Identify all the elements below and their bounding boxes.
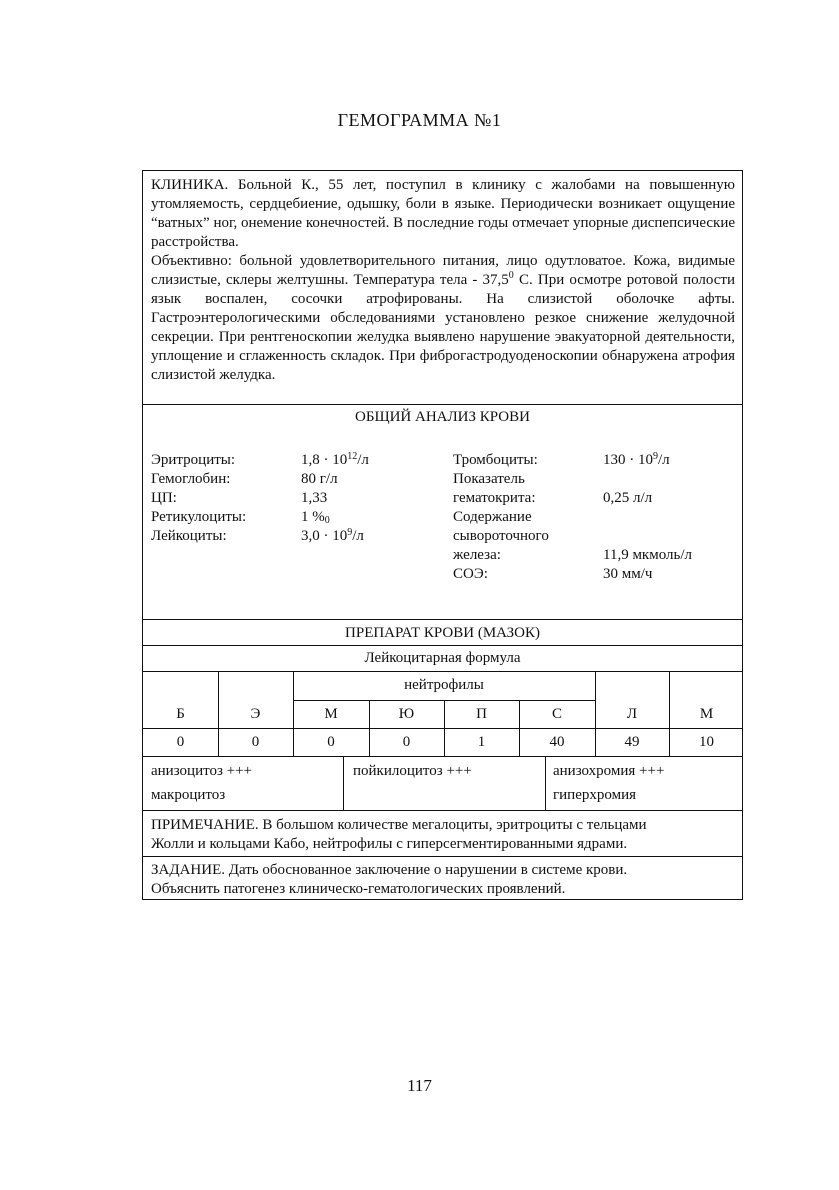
color-index-value: 1,33 <box>301 490 328 506</box>
erythrocytes-label: Эритроциты: <box>151 452 236 468</box>
col-header-band: П <box>476 706 487 722</box>
col-header-monocytes: М <box>699 706 714 722</box>
col-divider <box>343 756 344 810</box>
iron-value: 11,9 мкмоль/л <box>603 547 692 563</box>
leukocyte-formula-title: Лейкоцитарная формула <box>364 650 521 666</box>
task-section <box>151 861 735 899</box>
note-line-2: Жолли и кольцами Кабо, нейтрофилы с гиперсегментированными ядрами. <box>151 836 628 852</box>
hyperchromia-text: гиперхромия <box>553 787 636 803</box>
divider <box>143 404 742 405</box>
col-header-lymphocytes: Л <box>626 706 638 722</box>
reticulocytes-value: 1 %0 <box>301 509 330 526</box>
poikilocytosis-text: пойкилоцитоз +++ <box>353 763 472 779</box>
col-header-eosinophils: Э <box>250 706 261 722</box>
value-lymphocytes: 49 <box>624 734 640 750</box>
col-header-basophils: Б <box>176 706 185 722</box>
note-line-1: ПРИМЕЧАНИЕ. В большом количестве мегалоциты, эритроциты с тельцами <box>151 817 647 833</box>
hematocrit-value: 0,25 л/л <box>603 490 653 506</box>
value-myelocytes: 0 <box>327 734 335 750</box>
col-header-segmented: С <box>551 706 562 722</box>
divider <box>143 619 742 620</box>
erythrocytes-value: $1,8 \cdot 10^{12}/л$ <box>301 451 369 468</box>
esr-value: 30 мм/ч <box>603 566 653 582</box>
leukocytes-value: $3,0 \cdot 10^9/л$ <box>301 527 364 544</box>
value-eosinophils: 0 <box>251 734 260 750</box>
iron-label-2: сывороточного <box>453 528 549 544</box>
smear-title: ПРЕПАРАТ КРОВИ (МАЗОК) <box>345 625 540 641</box>
col-header-myelocytes: М <box>324 706 338 722</box>
hemogram-frame <box>142 170 743 900</box>
platelets-label: Тромбоциты: <box>453 452 538 468</box>
divider <box>143 756 742 757</box>
platelets-value: $130 \cdot 10^9/л$ <box>603 451 670 468</box>
value-metamyelocytes: 0 <box>402 734 411 750</box>
reticulocytes-label: Ретикулоциты: <box>151 509 247 525</box>
col-divider <box>545 756 546 810</box>
hemoglobin-label: Гемоглобин: <box>151 471 231 487</box>
leukocytes-label: Лейкоциты: <box>151 528 227 544</box>
esr-label: СОЭ: <box>453 566 488 582</box>
anisochromia-text: анизохромия +++ <box>553 763 665 779</box>
value-monocytes: 10 <box>699 734 714 750</box>
task-line-1: ЗАДАНИЕ. Дать обоснованное заключение о нарушении в системе крови. <box>151 862 628 878</box>
clinic-section <box>151 176 735 385</box>
divider <box>143 728 742 729</box>
iron-label-3: железа: <box>453 547 501 563</box>
anisocytosis-text: анизоцитоз +++ <box>151 763 253 779</box>
color-index-label: ЦП: <box>151 490 177 506</box>
hematocrit-label-1: Показатель <box>453 471 525 487</box>
hematocrit-label-2: гематокрита: <box>453 490 536 506</box>
value-basophils: 0 <box>176 734 185 750</box>
hemoglobin-value: 80 г/л <box>301 471 338 487</box>
neutrophils-header: нейтрофилы <box>404 677 484 693</box>
blood-test-title: ОБЩИЙ АНАЛИЗ КРОВИ <box>355 409 530 425</box>
value-band: 1 <box>477 734 486 750</box>
divider <box>143 645 742 646</box>
col-header-metamyelocytes: Ю <box>398 706 415 722</box>
macrocytosis-text: макроцитоз <box>151 787 226 803</box>
note-section <box>151 816 735 854</box>
divider <box>143 856 742 857</box>
value-segmented: 40 <box>549 734 565 750</box>
page-number: 117 <box>407 1076 432 1095</box>
clinic-complaint: КЛИНИКА. Больной К., 55 лет, поступил в клинику с жалобами на повышенную утомляемость, сердцебиение, одышку, боли в языке. Периодически возникает ощущение “ватных” ног, онемение конечностей. В последние годы отмечает упорные диспепсические расстройства. <box>151 177 735 250</box>
page-title: ГЕМОГРАММА №1 <box>337 110 502 130</box>
task-line-2: Объяснить патогенез клиническо-гематологических проявлений. <box>151 881 566 897</box>
iron-label-1: Содержание <box>453 509 532 525</box>
divider <box>143 671 742 672</box>
divider <box>143 810 742 811</box>
clinic-objective: Объективно: больной удовлетворительного питания, лицо одутловатое. Кожа, видимые слизистые, склеры желтушны. Температура тела - 37,5$^0$ С. При осмотре ротовой полости язык воспален, сосочки атрофированы. На слизистой оболочке афты. Гастроэнтерологическими обследованиями установлено резкое снижение желудочной секреции. При рентгеноскопии желудка выявлено нарушение эвакуаторной деятельности, уплощение и сглаженность складок. При фиброгастродуоденоскопии обнаружена атрофия слизистой желудка. <box>151 253 735 383</box>
